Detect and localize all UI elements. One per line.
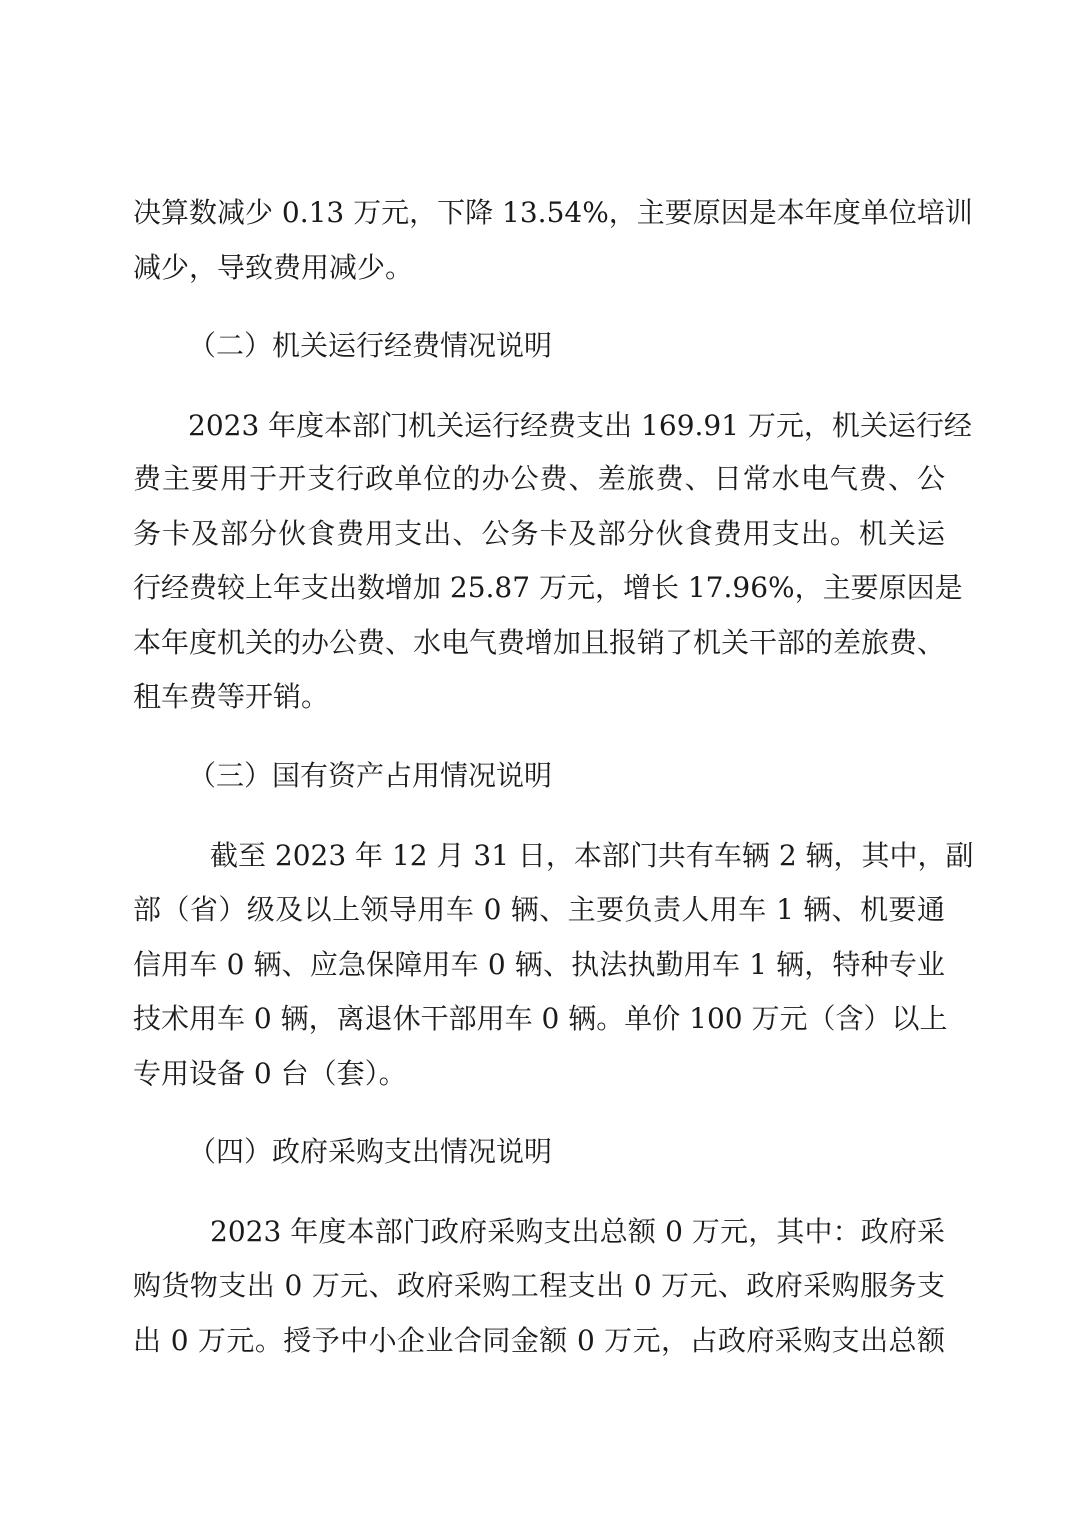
paragraph-line: 专用设备 0 台（套）。 (133, 1057, 407, 1090)
paragraph-line: 信用车 0 辆、应急保障用车 0 辆、执法执勤用车 1 辆，特种专业 (133, 948, 945, 981)
paragraph-line: 本年度机关的办公费、水电气费增加且报销了机关干部的差旅费、 (133, 626, 946, 659)
paragraph-line: 租车费等开销。 (133, 680, 330, 713)
section-heading: （四）政府采购支出情况说明 (188, 1135, 553, 1168)
paragraph-line: 出 0 万元。授予中小企业合同金额 0 万元，占政府采购支出总额 (133, 1324, 945, 1357)
paragraph-line: 截至 2023 年 12 月 31 日，本部门共有车辆 2 辆，其中，副 (210, 839, 974, 872)
paragraph-line: 减少，导致费用减少。 (133, 251, 414, 284)
paragraph-line: 务卡及部分伙食费用支出、公务卡及部分伙食费用支出。机关运 (133, 517, 945, 550)
paragraph-line: 购货物支出 0 万元、政府采购工程支出 0 万元、政府采购服务支 (133, 1269, 945, 1302)
paragraph-line: 部（省）级及以上领导用车 0 辆、主要负责人用车 1 辆、机要通 (133, 893, 945, 926)
paragraph-line: 费主要用于开支行政单位的办公费、差旅费、日常水电气费、公 (133, 462, 945, 495)
paragraph-line: 技术用车 0 辆，离退休干部用车 0 辆。单价 100 万元（含）以上 (133, 1002, 948, 1035)
paragraph-line: 2023 年度本部门机关运行经费支出 169.91 万元，机关运行经 (188, 409, 972, 442)
paragraph-line: 2023 年度本部门政府采购支出总额 0 万元，其中：政府采 (210, 1215, 945, 1248)
section-heading: （二）机关运行经费情况说明 (188, 329, 553, 362)
paragraph-line: 行经费较上年支出数增加 25.87 万元，增长 17.96%，主要原因是 (133, 571, 963, 604)
section-heading: （三）国有资产占用情况说明 (188, 759, 553, 792)
paragraph-line: 决算数减少 0.13 万元，下降 13.54%，主要原因是本年度单位培训 (133, 196, 973, 229)
